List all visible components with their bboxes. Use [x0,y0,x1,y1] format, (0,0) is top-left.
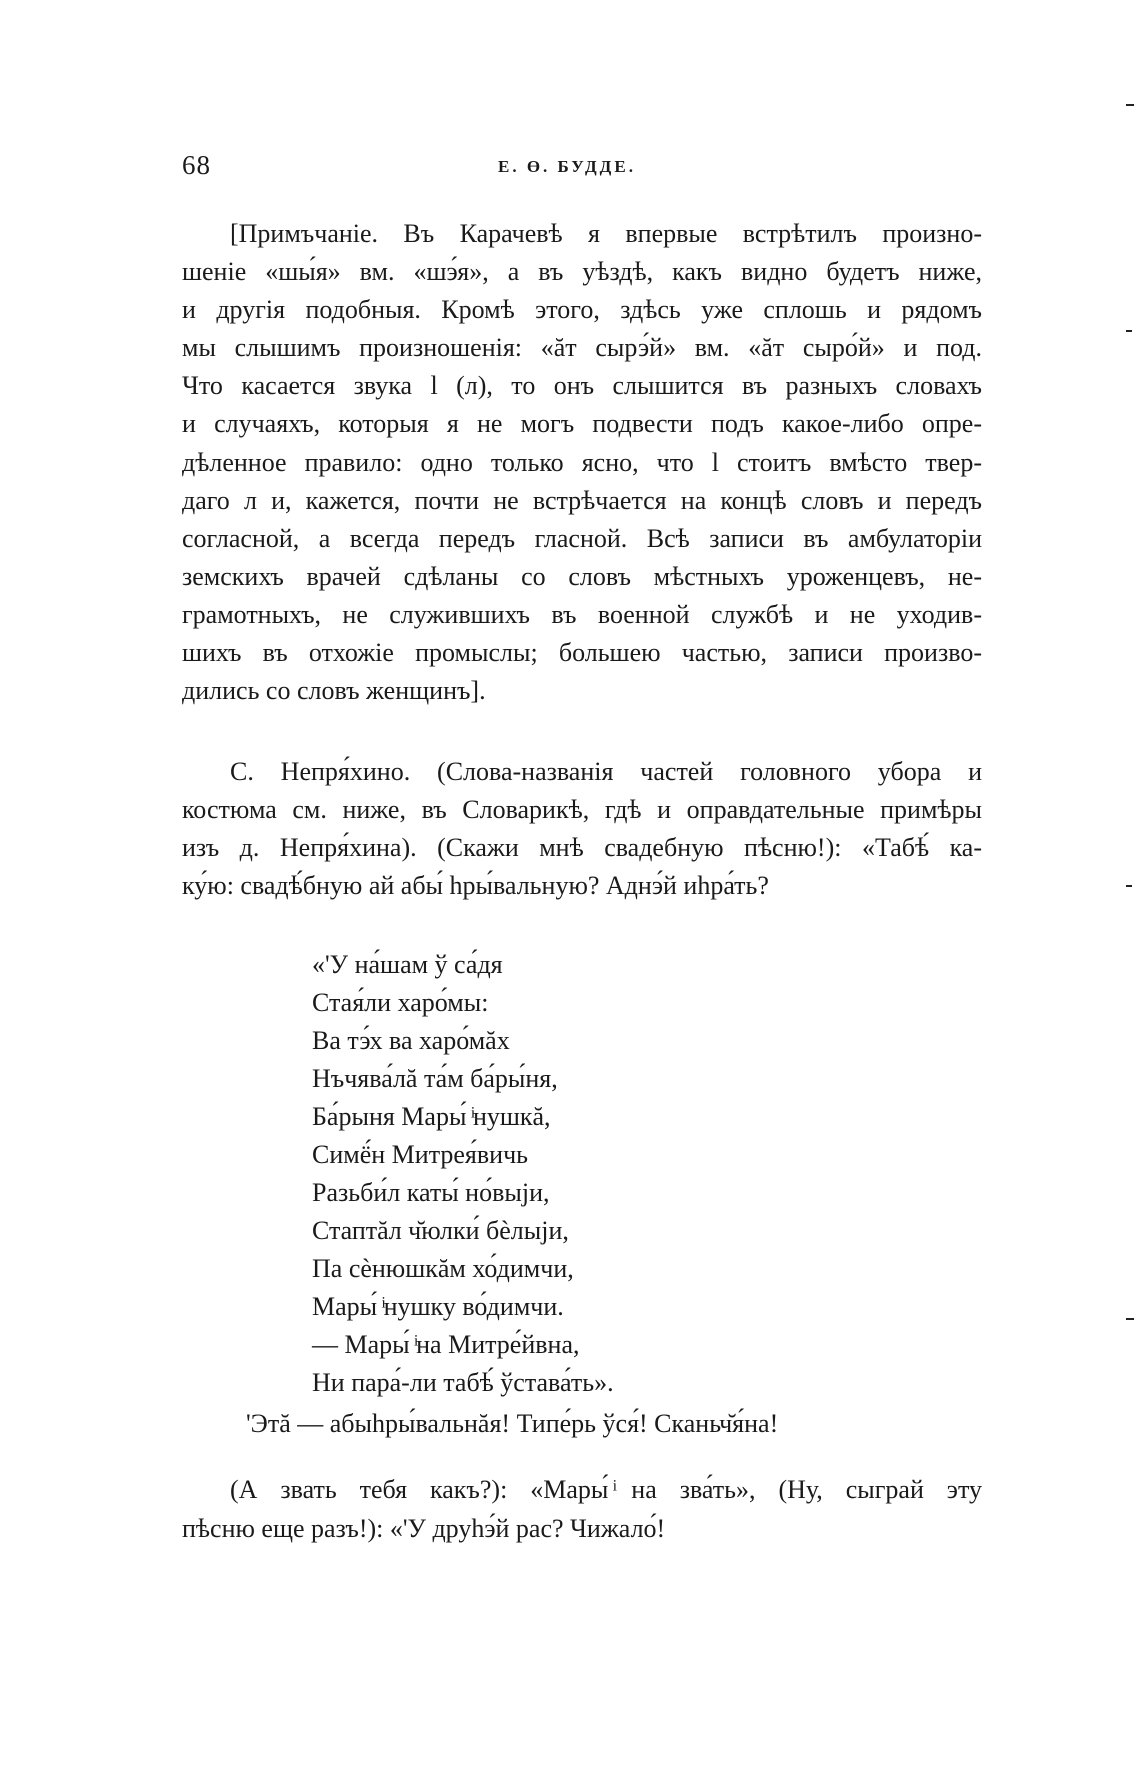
paragraph-line: костюма см. ниже, въ Словарикѣ, гдѣ и оправдательные примѣры [182,795,982,824]
verse-closing-line: 'Этă — абыһры́вальнăя! Типе́рь ўся́! Сканьч̆я́на! [246,1409,779,1438]
verse-line: Ва тэ́х ва харо́мăх [312,1026,510,1055]
note-line: согласной, а всегда передъ гласной. Всѣ записи въ амбулаторіи [182,524,982,553]
paragraph-line: изъ д. Непря́хина). (Скажи мнѣ свадебную пѣсню!): «Табѣ́ ка- [182,833,982,862]
page-number: 68 [182,150,211,180]
verse-line: Па сѐнюшкăм хо́димчи, [312,1254,574,1283]
scan-mark [1126,330,1132,332]
verse-line: — Мары́ ͥна Митре́йвна, [312,1330,580,1359]
note-line: дились со словъ женщинъ]. [182,676,486,705]
note-line: и случаяхъ, которыя я не могъ подвести подъ какое-либо опре- [182,409,982,438]
final-line: пѣсню еще разъ!): «'У друһэ́й рас? Чижало́! [182,1514,666,1543]
note-line: шихъ въ отхожіе промыслы; большею частью, записи произво- [182,638,982,667]
note-line: мы слышимъ произношенія: «ăт сырэ́й» вм. «ăт сыро́й» и под. [182,333,982,362]
note-line: Что касается звука l (л), то онъ слышится въ разныхъ словахъ [182,371,982,400]
paragraph-line: ку́ю: свадѣ́бную ай абы́ һры́вальную? Аднэ́й иһра́ть? [182,871,769,900]
paragraph-line: С. Непря́хино. (Слова-названія частей головного убора и [230,757,982,786]
note-line: [Примъчаніе. Въ Карачевѣ я впервые встрѣтилъ произно- [230,219,982,248]
verse-line: Ни пара́-ли табѣ́ ўстава́ть». [312,1368,614,1397]
scan-mark [1126,1318,1134,1320]
verse-line: Стаптăл ч̆юлки́ бѐлыји, [312,1216,569,1245]
verse-line: Разьби́л каты́ но́выји, [312,1178,550,1207]
verse-line: Мары́ ͥнушку во́димчи. [312,1292,564,1321]
running-title: Е. Ө. БУДДЕ. [498,157,636,176]
verse-line: Ба́рыня Мары́ ͥнушкă, [312,1102,551,1131]
final-line: (А звать тебя какъ?): «Мары́ ͥна зва́ть», (Ну, сыграй эту [230,1475,982,1504]
note-line: дѣленное правило: одно только ясно, что l стоитъ вмѣсто твер- [182,448,982,477]
note-line: земскихъ врачей сдѣланы со словъ мѣстныхъ уроженцевъ, не- [182,562,982,591]
note-line: даго л и, кажется, почти не встрѣчается на концѣ словъ и передъ [182,486,982,515]
verse-line: Стая́ли харо́мы: [312,988,489,1017]
scan-mark [1126,885,1132,887]
note-line: и другія подобныя. Кромѣ этого, здѣсь уже сплошь и рядомъ [182,295,982,324]
scan-mark [1126,104,1134,106]
verse-line: «'У на́шам ў са́дя [312,950,503,979]
running-head [180,150,980,190]
note-line: шеніе «шы́я» вм. «шэ́я», а въ уѣздѣ, какъ видно будетъ ниже, [182,257,982,286]
note-line: грамотныхъ, не служившихъ въ военной службѣ и не уходив- [182,600,982,629]
verse-line: Нъчява́лă та́м ба́ры́ня, [312,1064,558,1093]
verse-line: Симё́н Митрея́вичь [312,1140,528,1169]
